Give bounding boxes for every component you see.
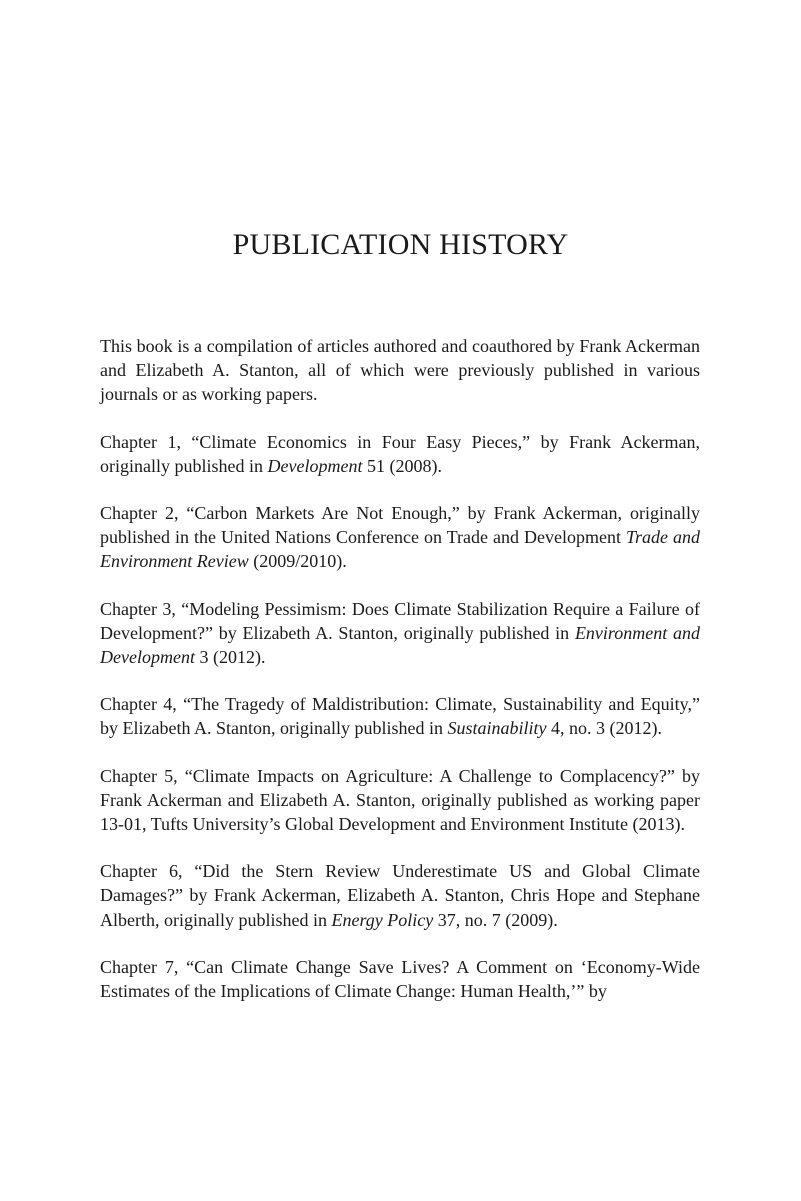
entry-citation: 37, no. 7 (2009).	[433, 909, 558, 930]
journal-title: Development	[267, 455, 363, 476]
chapter-3-entry	[100, 597, 700, 670]
entry-citation: 4, no. 3 (2012).	[546, 718, 662, 739]
intro-paragraph: This book is a compilation of articles authored and coauthored by Frank Ackerman and Elizabeth A. Stanton, all of which were previously published in various journals or as working papers.	[100, 336, 700, 405]
chapter-2-entry	[100, 501, 700, 574]
journal-title: Energy Policy	[331, 909, 434, 930]
entry-text: Chapter 3, “Modeling Pessimism: Does Climate Stabilization Require a Failure of Development?” by Elizabeth A. Stanton, originally published in	[100, 598, 700, 643]
entry-text: Chapter 1, “Climate Economics in Four Easy Pieces,” by Frank Ackerman, originally published in	[100, 431, 700, 476]
entry-text: Chapter 2, “Carbon Markets Are Not Enough,” by Frank Ackerman, originally published in the United Nations Conference on Trade and Development	[100, 503, 700, 548]
entry-text: Chapter 5, “Climate Impacts on Agriculture: A Challenge to Complacency?” by Frank Ackerman and Elizabeth A. Stanton, originally published as working paper 13-01, Tufts University’s Global Development and Environment Institute (2013).	[100, 765, 700, 835]
page-title: PUBLICATION HISTORY	[232, 228, 569, 261]
chapter-7-entry	[100, 955, 700, 1003]
entry-text: Chapter 7, “Can Climate Change Save Lives? A Comment on ‘Economy-Wide Estimates of the Implications of Climate Change: Human Health,’” by	[100, 956, 700, 1002]
journal-title: Environment and Development	[100, 622, 701, 668]
journal-title: Trade and Environment Review	[100, 527, 700, 572]
entry-citation: 3 (2012).	[194, 647, 266, 668]
chapter-5-entry	[100, 764, 700, 837]
entry-citation: (2009/2010).	[248, 551, 347, 572]
chapter-6-entry	[100, 859, 700, 932]
entry-citation: 51 (2008).	[362, 455, 442, 476]
entry-text: Chapter 4, “The Tragedy of Maldistribution: Climate, Sustainability and Equity,” by Elizabeth A. Stanton, originally published in	[100, 694, 700, 739]
chapter-1-entry	[100, 430, 700, 478]
chapter-4-entry	[100, 692, 700, 740]
publication-history-body	[100, 334, 700, 1026]
entry-text: Chapter 6, “Did the Stern Review Underestimate US and Global Climate Damages?” by Frank Ackerman, Elizabeth A. Stanton, Chris Hope and Stephane Alberth, originally published in	[100, 861, 700, 930]
journal-title: Sustainability	[447, 718, 547, 739]
